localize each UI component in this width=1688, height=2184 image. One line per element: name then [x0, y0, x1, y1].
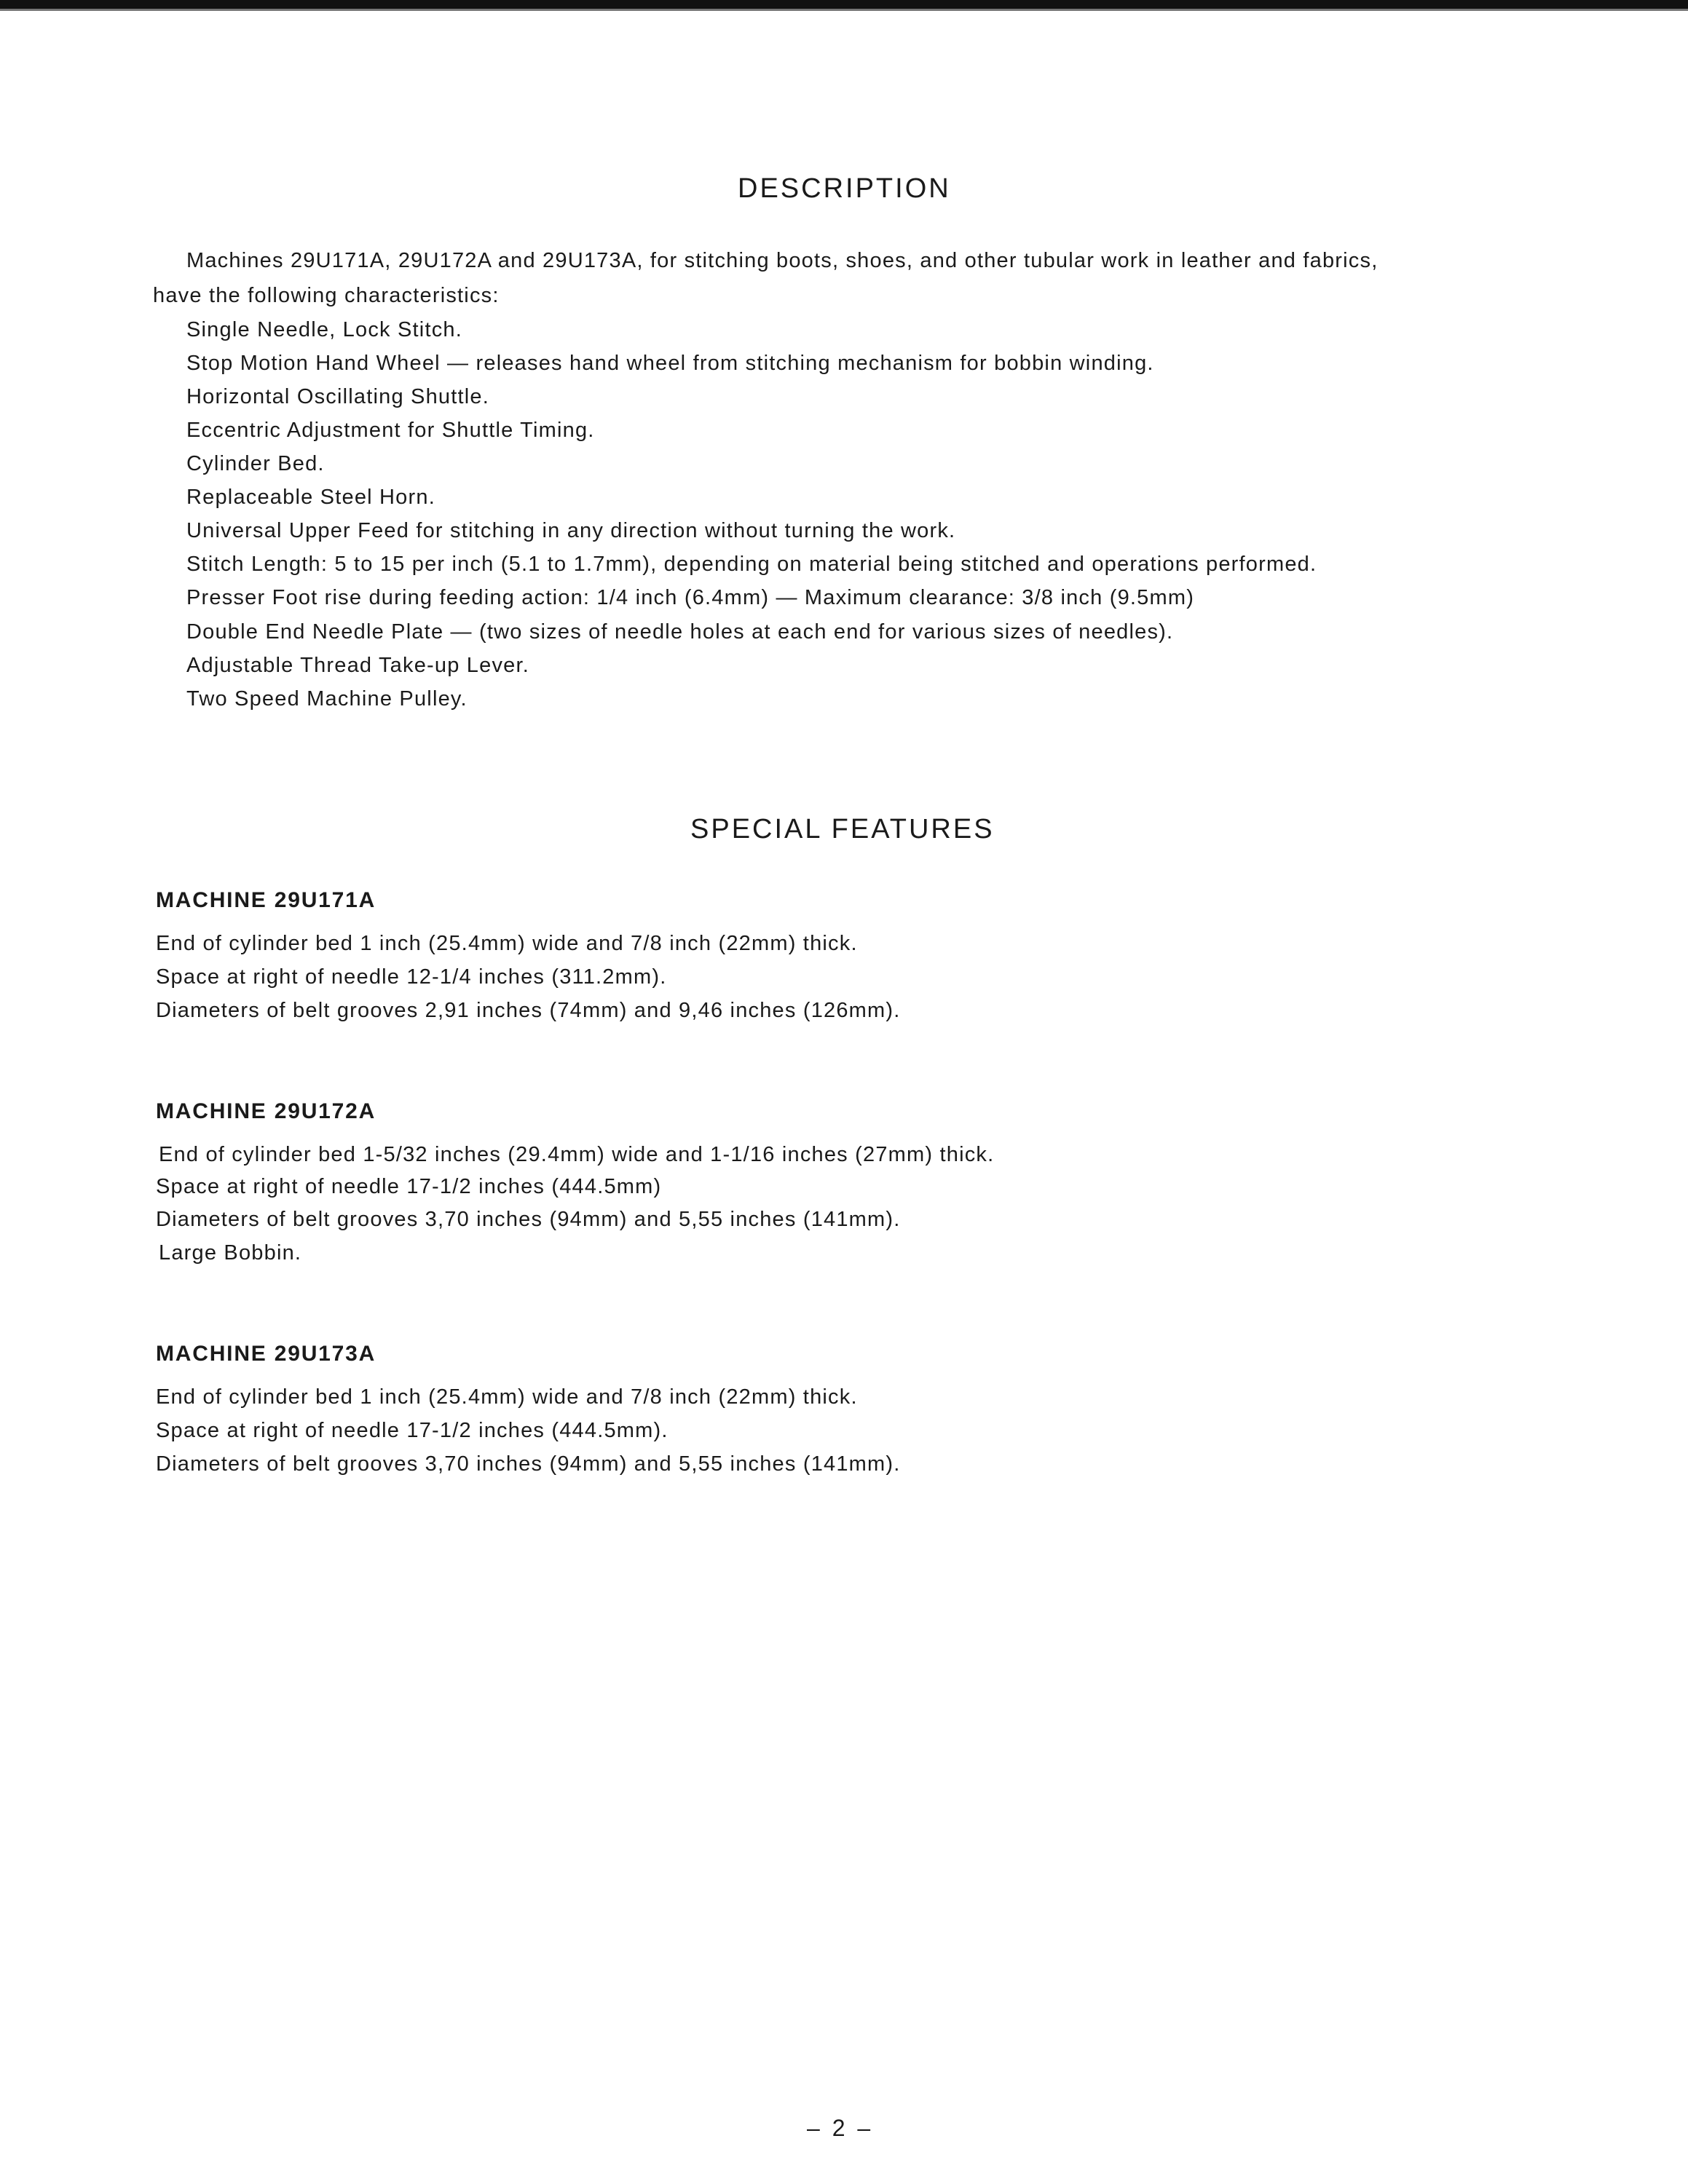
machine-spec-line: Space at right of needle 12-1/4 inches (311.2mm).: [156, 965, 667, 989]
machine-spec-line: Diameters of belt grooves 3,70 inches (94mm) and 5,55 inches (141mm).: [156, 1452, 901, 1476]
machine-spec-line: Diameters of belt grooves 3,70 inches (94mm) and 5,55 inches (141mm).: [156, 1208, 901, 1231]
characteristic-item: Stop Motion Hand Wheel — releases hand wheel from stitching mechanism for bobbin winding.: [186, 352, 1154, 375]
top-border-shadow: [0, 9, 1688, 11]
machine-spec-line: End of cylinder bed 1 inch (25.4mm) wide and 7/8 inch (22mm) thick.: [156, 1385, 858, 1409]
machine-spec-line: End of cylinder bed 1 inch (25.4mm) wide and 7/8 inch (22mm) thick.: [156, 932, 858, 955]
description-intro-line-2: have the following characteristics:: [153, 284, 500, 307]
characteristic-item: Eccentric Adjustment for Shuttle Timing.: [186, 419, 595, 442]
machine-spec-line: Diameters of belt grooves 2,91 inches (74mm) and 9,46 inches (126mm).: [156, 999, 901, 1022]
characteristic-item: Two Speed Machine Pulley.: [186, 687, 468, 711]
machine-spec-line: Space at right of needle 17-1/2 inches (444.5mm): [156, 1175, 662, 1198]
special-features-heading: SPECIAL FEATURES: [690, 814, 995, 844]
characteristic-item: Presser Foot rise during feeding action: 1/4 inch (6.4mm) — Maximum clearance: 3/8 inch (9.5mm): [186, 586, 1195, 609]
description-intro-line-1: Machines 29U171A, 29U172A and 29U173A, for stitching boots, shoes, and other tubular work in leather and fabrics,: [186, 249, 1379, 272]
characteristic-item: Single Needle, Lock Stitch.: [186, 318, 462, 341]
description-heading: DESCRIPTION: [738, 173, 951, 204]
machine-spec-line: Large Bobbin.: [159, 1241, 302, 1265]
machine-spec-line: Space at right of needle 17-1/2 inches (444.5mm).: [156, 1419, 669, 1442]
machine-heading: MACHINE 29U171A: [156, 888, 376, 912]
top-border-rule: [0, 0, 1688, 9]
characteristic-item: Horizontal Oscillating Shuttle.: [186, 385, 489, 408]
machine-spec-line: End of cylinder bed 1-5/32 inches (29.4mm) wide and 1-1/16 inches (27mm) thick.: [159, 1143, 995, 1166]
page-number: – 2 –: [807, 2115, 874, 2141]
characteristic-item: Adjustable Thread Take-up Lever.: [186, 654, 530, 677]
characteristic-item: Stitch Length: 5 to 15 per inch (5.1 to 1.7mm), depending on material being stitched and operations performed.: [186, 553, 1317, 576]
characteristic-item: Replaceable Steel Horn.: [186, 486, 435, 509]
characteristic-item: Double End Needle Plate — (two sizes of needle holes at each end for various sizes of needles).: [186, 620, 1174, 644]
characteristic-item: Universal Upper Feed for stitching in any direction without turning the work.: [186, 519, 956, 542]
characteristic-item: Cylinder Bed.: [186, 452, 325, 475]
machine-heading: MACHINE 29U172A: [156, 1099, 376, 1123]
machine-heading: MACHINE 29U173A: [156, 1342, 376, 1366]
